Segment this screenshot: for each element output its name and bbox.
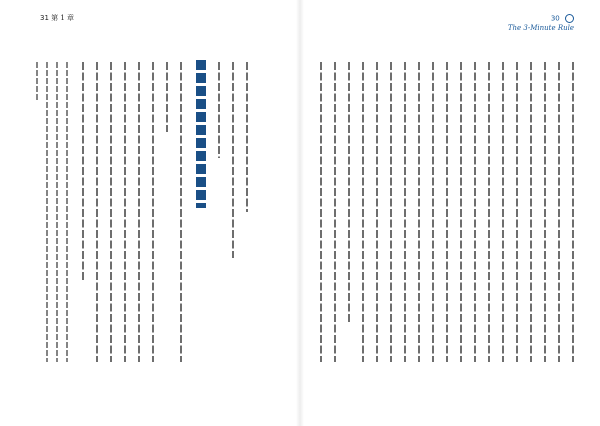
text-column (166, 62, 168, 132)
text-column (544, 62, 546, 362)
text-column (572, 62, 574, 362)
footnote-column (36, 62, 38, 102)
text-column (390, 62, 392, 362)
footnote-column (46, 62, 48, 362)
text-column (96, 62, 98, 362)
text-column (362, 62, 364, 362)
text-column (152, 62, 154, 362)
chapter-label: 第 1 章 (51, 14, 75, 22)
footnote-column (56, 62, 58, 362)
text-column (138, 62, 140, 362)
text-column (474, 62, 476, 362)
header-ornament-icon (565, 14, 574, 23)
footnote-column (66, 62, 68, 362)
text-column (488, 62, 490, 362)
text-column (404, 62, 406, 362)
text-column (320, 62, 322, 362)
text-column (460, 62, 462, 362)
left-page-number: 31 (40, 14, 49, 22)
text-column (446, 62, 448, 362)
text-column (124, 62, 126, 362)
section-heading (196, 60, 206, 208)
right-page-header (508, 14, 574, 33)
text-column (530, 62, 532, 362)
right-page (302, 0, 600, 426)
text-column (334, 62, 336, 362)
text-column (516, 62, 518, 362)
text-column (180, 62, 182, 362)
english-subtitle: The 3-Minute Rule (507, 23, 574, 32)
text-column (110, 62, 112, 362)
text-column (348, 62, 350, 322)
text-column (246, 62, 248, 212)
text-column (376, 62, 378, 362)
text-column (502, 62, 504, 362)
text-column (432, 62, 434, 362)
left-page (0, 0, 298, 426)
text-column (418, 62, 420, 362)
text-column (232, 62, 234, 258)
text-column (218, 62, 220, 158)
text-column (82, 62, 84, 282)
left-page-header (40, 14, 74, 23)
right-page-number: 30 (550, 14, 560, 23)
text-column (558, 62, 560, 362)
